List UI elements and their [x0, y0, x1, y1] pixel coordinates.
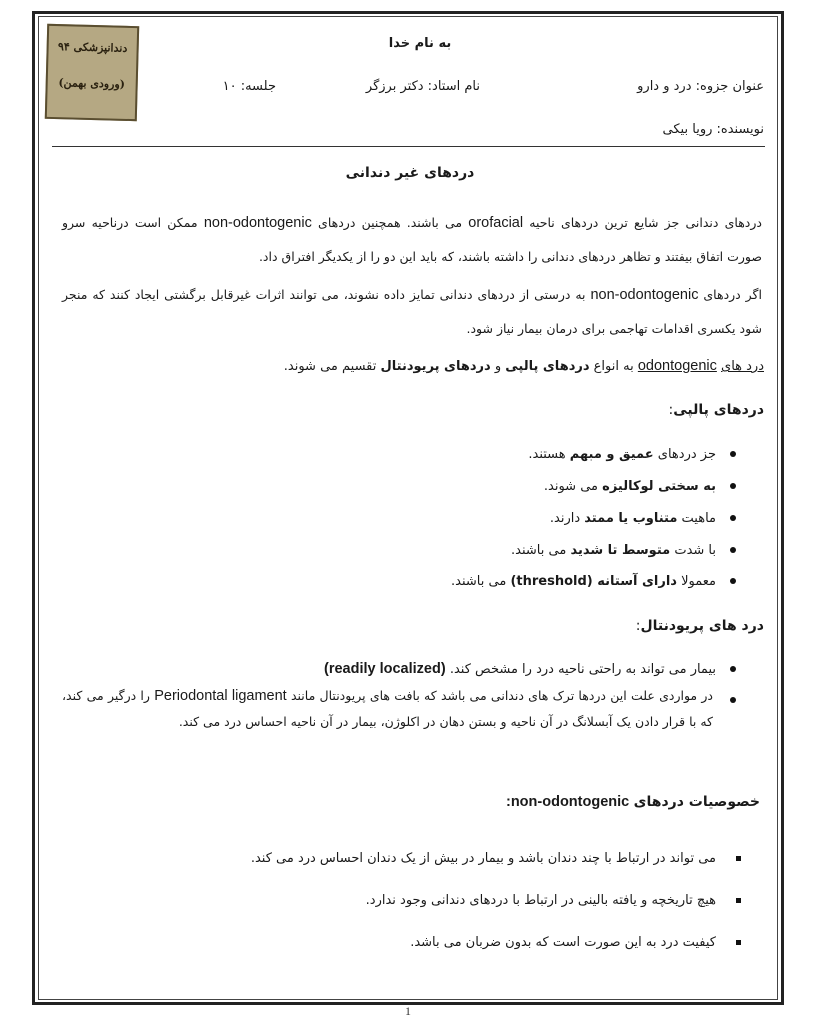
stamp-line-2: (ورودی بهمن) — [58, 76, 126, 91]
bullet-icon — [730, 515, 736, 521]
pulpal-item-5: معمولا دارای آستانه (threshold) می باشند. — [451, 574, 716, 589]
booklet-title: عنوان جزوه: درد و دارو — [637, 79, 764, 94]
pulpal-item-3: ماهیت متناوب یا ممتد دارند. — [549, 511, 716, 526]
pulpal-heading: دردهای پالپی: — [668, 402, 764, 418]
nonodontogenic-heading: خصوصیات دردهای non-odontogenic: — [505, 794, 760, 810]
class-stamp-image — [45, 24, 139, 121]
square-bullet-icon — [736, 856, 741, 861]
stamp-line-1: دندانپزشکی ۹۴ — [57, 40, 128, 55]
pulpal-item-2: به سختی لوکالیزه می شوند. — [543, 479, 716, 494]
intro-paragraph-2: اگر دردهای non-odontogenic به درستی از دردهای دندانی تمایز داده نشوند، می توانند اثرات غیرقابل برگشتی ایجاد کنند که منجر شود یکسری اقدامات تهاجمی برای درمان بیمار نیاز شود. — [62, 287, 762, 336]
header-divider — [52, 146, 765, 147]
instructor-name: نام استاد: دکتر برزگر — [365, 79, 480, 94]
page-number: 1 — [405, 1004, 411, 1018]
basmala: به نام خدا — [388, 36, 452, 51]
periodontal-item-2: در مواردی علت این دردها ترک های دندانی می باشد که بافت های پریودنتال مانند Periodontal ligament را درگیر می کند، که با قرار دادن یک آبسلانگ در آن ناحیه و بستن دهان در اکلوژن، بیمار در آن ناحیه احساس درد می کند. — [62, 688, 713, 729]
bullet-icon — [730, 578, 736, 584]
nonodontogenic-item-2: هیچ تاریخچه و یافته بالینی در ارتباط با دردهای دندانی وجود ندارد. — [365, 893, 716, 908]
square-bullet-icon — [736, 898, 741, 903]
nonodontogenic-item-3: کیفیت درد به این صورت است که بدون ضربان می باشد. — [410, 935, 716, 950]
bullet-icon — [730, 666, 736, 672]
periodontal-item-1: بیمار می تواند به راحتی ناحیه درد را مشخص کند. (readily localized) — [323, 661, 716, 677]
page-title: دردهای غیر دندانی — [345, 165, 475, 181]
bullet-icon — [730, 451, 736, 457]
intro-paragraph-1: دردهای دندانی جز شایع ترین دردهای ناحیه orofacial می باشند. همچنین دردهای non-odontogenic ممکن است درناحیه سرو صورت اتفاق بیفتند و تظاهر دردهای دندانی را داشته باشند، که باید این دو را از یکدیگر افتراق داد. — [62, 215, 762, 264]
square-bullet-icon — [736, 940, 741, 945]
periodontal-heading: درد های پریودنتال: — [635, 618, 764, 634]
pulpal-item-4: با شدت متوسط تا شدید می باشند. — [511, 543, 716, 558]
intro-paragraph-3: درد های odontogenic به انواع دردهای پالپی و دردهای پریودنتال تقسیم می شوند. — [283, 358, 764, 374]
author-name: نویسنده: رویا بیکی — [662, 122, 764, 137]
bullet-icon — [730, 697, 736, 703]
pulpal-item-1: جز دردهای عمیق و مبهم هستند. — [528, 447, 716, 462]
nonodontogenic-item-1: می تواند در ارتباط با چند دندان باشد و بیمار در بیش از یک دندان احساس درد می کند. — [250, 851, 716, 866]
bullet-icon — [730, 483, 736, 489]
bullet-icon — [730, 547, 736, 553]
session-number: جلسه: ۱۰ — [222, 79, 276, 94]
